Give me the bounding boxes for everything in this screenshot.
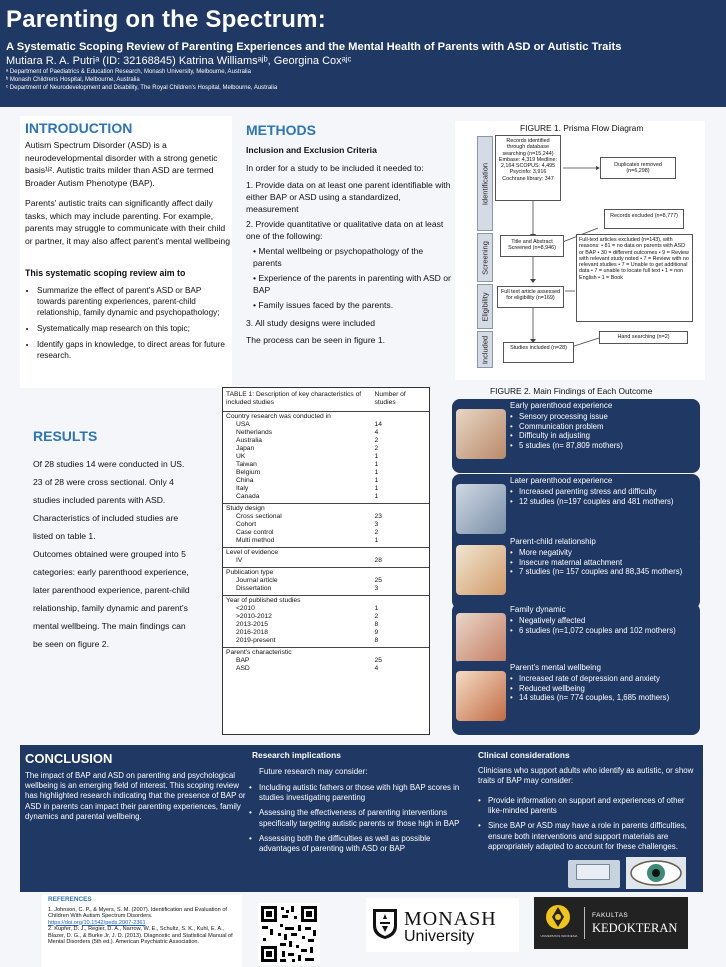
table-row [226,529,426,537]
figure1-title: FIGURE 1. Prisma Flow Diagram [520,123,644,133]
table-row [226,469,426,477]
methods-subheading: Inclusion and Exclusion Criteria [246,145,377,155]
table-cell-label: Canada [236,493,260,500]
finding-bullets [510,674,698,703]
clinical-heading: Clinical considerations [478,750,570,760]
finding-bullets [510,487,698,506]
table-cell-count: 3 [374,521,379,528]
finding-illustration [456,671,506,721]
fulltext-excluded-box: Full-text articles excluded (n=143), with reasons: • 81 = no data on parents with ASD or BAP • 30 = different outcomes • 9 = Review with relevant study noted • 7 = Review with no relevant studies • 7 = Unable to get additional data • 7 = unable to locate full text • 1 = non English • 1 = Book [576,234,693,322]
table-section-title: Level of evidence [226,549,279,556]
criterion-subitem: • Experience of the parents in parenting with ASD or BAP [253,273,451,295]
criterion-subitem: • Mental wellbeing or psychopathology of the parents [253,246,424,268]
table-cell-label: USA [236,421,250,428]
reference-1: 1. Johnson, C. P., & Myers, S. M. (2007). Identification and Evaluation of Children With Autism Spectrum Disorders. [48,906,227,919]
table-cell-count: 1 [374,453,379,460]
finding-card [452,399,700,473]
conclusion-heading: CONCLUSION [25,751,113,766]
table-section [223,595,429,647]
stage-label: Screening [480,240,490,275]
aim-label: This systematic scoping review aim to [25,268,186,278]
table-cell-label: Netherlands [236,429,273,436]
ui-name: UNIVERSITAS INDONESIA [540,934,578,938]
affiliation: ᶜ Department of Neurodevelopment and Disability, The Royal Children's Hospital, Melbourne, Australia [6,85,278,91]
research-intro: Future research may consider: [259,767,368,776]
aim-item: • Systematically map research on this topic; [37,323,230,334]
table-cell-count: 1 [374,605,379,612]
table-cell-count: 1 [374,461,379,468]
table-cell-count: 4 [374,665,379,672]
records-excluded-box: Records excluded (n=8,777) [604,209,684,229]
methods-heading: METHODS [246,122,316,138]
table-cell-label: 2016-2018 [236,629,268,636]
table-row [226,621,426,629]
clinical-list [478,796,700,857]
figure2-title: FIGURE 2. Main Findings of Each Outcome [490,386,653,396]
fk-ui-logo [534,897,688,949]
table-row [226,585,426,593]
table-cell-label: Japan [236,445,255,452]
affiliation: ᵇ Monash Childrens Hospital, Melbourne, Australia [6,77,140,83]
table-cell-count: 1 [374,537,379,544]
table-cell-label: Journal article [236,577,278,584]
clinical-item: • Provide information on support and experiences of other like-minded parents [478,796,700,816]
monash-logo [366,898,519,952]
reference-1-link[interactable]: https://doi.org/10.1542/peds.2007-2361 [48,919,146,926]
table1 [222,387,430,735]
finding-bullet: • Difficulty in adjusting [510,431,698,441]
table-cell-count: 8 [374,621,379,628]
poster-subtitle: A Systematic Scoping Review of Parenting Experiences and the Mental Health of Parents with ASD or Autistic Traits [6,41,622,53]
finding-bullet: • 14 studies (n= 774 couples, 1,685 mothers) [510,693,698,703]
finding-card [452,661,700,735]
table-row [226,537,426,545]
conclusion-text: The impact of BAP and ASD on parenting and psychological wellbeing is an emerging field of interest. This scoping review has highlighted research indicating that the presence of BAP or ASD in parents can impact their parenting experiences, family dynamics and parental wellbeing. [25,771,246,821]
process-note: The process can be seen in figure 1. [246,335,386,345]
table-section [223,647,429,675]
stage-label: Included [480,335,490,364]
table-cell-count: 1 [374,477,379,484]
research-item: • Including autistic fathers or those with high BAP scores in studies investigating parenting [249,783,471,803]
finding-bullet: • 12 studies (n=197 couples and 481 mothers) [510,497,698,507]
methods-intro: In order for a study to be included it needed to: [246,163,424,173]
finding-bullets [510,412,698,450]
table-cell-label: BAP [236,657,250,664]
table-cell-label: Cohort [236,521,257,528]
criterion-subitem: • Family issues faced by the parents. [253,300,394,310]
stage-label: Identification [480,162,490,205]
table-row [226,613,426,621]
table-row [226,605,426,613]
finding-illustration [456,613,506,663]
table-row [226,521,426,529]
table-cell-label: Cross sectional [236,513,282,520]
table-cell-label: Australia [236,437,263,444]
poster-header [0,0,726,107]
table-cell-label: China [236,477,254,484]
table-row [226,445,426,453]
table-cell-count: 2 [374,445,379,452]
finding-illustration [456,545,506,595]
criterion-3: 3. All study designs were included [246,318,375,328]
finding-title: Family dynamic [510,605,566,614]
references-heading: REFERENCES [48,896,92,903]
author-line: Mutiara R. A. Putriᵃ (ID: 32168845) Katrina Williamsᵃʲᵇ, Georgina Coxᵃʲᶜ [6,55,352,67]
table-cell-label: Multi method [236,537,275,544]
table-section [223,503,429,547]
finding-illustration [456,484,506,534]
table-row [226,437,426,445]
finding-illustration [456,409,506,459]
table-row [226,493,426,501]
laptop-photo [568,860,620,888]
table-cell-count: 25 [374,577,382,584]
eye-icon [626,857,686,889]
table-cell-label: IV [236,557,243,564]
research-item: • Assessing both the difficulties as well as possible advantages of parenting with ASD or BAP [249,834,471,854]
introduction-heading: INTRODUCTION [25,120,133,136]
table-row [226,637,426,645]
table-section-title: Study design [226,505,265,512]
table-row [226,429,426,437]
aim-item: • Summarize the effect of parent's ASD or BAP towards parenting experiences, parent-child relationship, family dynamic and psychopathology; [37,285,230,318]
finding-bullet: • 5 studies (n= 87,809 mothers) [510,441,698,451]
clinical-item: • Since BAP or ASD may have a role in parents difficulties, ensure both interventions and support materials are appropriately adapted to account for these challenges. [478,821,700,852]
table-caption: TABLE 1: Description of key characteristics of included studies [226,391,362,406]
finding-bullet: • Increased parenting stress and difficulty [510,487,698,497]
monash-crest-icon [372,908,398,940]
table-section [223,411,429,503]
fk-line1: FAKULTAS [592,912,629,919]
finding-bullet: • 6 studies (n=1,072 couples and 102 mothers) [510,626,698,636]
table-cell-label: 2013-2015 [236,621,268,628]
finding-bullets [510,548,698,577]
table-row [226,421,426,429]
studies-included-box: Studies included (n=28) [503,342,574,363]
clinical-intro: Clinicians who support adults who identify as autistic, or show traits of BAP may consider: [478,766,694,786]
table-cell-label: Italy [236,485,249,492]
table-cell-count: 28 [374,557,382,564]
table-cell-count: 2 [374,613,379,620]
table-row [226,665,426,673]
table-section [223,567,429,595]
table-cell-count: 1 [374,493,379,500]
logo-divider [584,907,585,939]
finding-bullet: • More negativity [510,548,698,558]
table-header [223,388,429,411]
finding-bullet: • 7 studies (n= 157 couples and 88,345 mothers) [510,567,698,577]
intro-paragraph-2: Parents' autistic traits can significantly affect daily tasks, which may include parenting. For example, parents may struggle to communicate with their child or partner, it may also affect parent's mental wellbeing [25,198,230,246]
table-section-title: Publication type [226,569,274,576]
table-row [226,657,426,665]
table-cell-label: Belgium [236,469,261,476]
records-identified-box: Records identified through database searching (n=15,244) Embase: 4,319 Medline: 2,164 SCOPUS: 4,495 Psycinfo: 3,916 Cochrane library: 347 [495,135,561,201]
criterion-2: 2. Provide quantitative or qualitative data on at least one of the following: [246,219,444,241]
table-row [226,485,426,493]
table-cell-label: >2010-2012 [236,613,272,620]
table-row [226,477,426,485]
hand-searching-box: Hand searching (n=2) [599,331,688,344]
table-row [226,577,426,585]
table-section [223,547,429,567]
references-panel [42,895,242,967]
results-paragraph-2: Outcomes obtained were grouped into 5 categories: early parenthood experience, later parenthood experience, parent-child relationship, family dynamic and parent's mental wellbeing. The main findings can be seen on figure 2. [33,549,190,649]
table-cell-count: 8 [374,637,379,644]
table-section-title: Country research was conducted in [226,413,331,420]
fk-line2: KEDOKTERAN [592,921,678,935]
table-cell-count: 3 [374,585,379,592]
table-row [226,513,426,521]
table-cell-label: <2010 [236,605,255,612]
finding-card [452,535,700,609]
finding-title: Early parenthood experience [510,401,613,410]
table-row [226,557,426,565]
table-cell-count: 14 [374,421,382,428]
affiliation: ᵃ Department of Paediatrics & Education Research, Monash University, Melbourne, Australia [6,69,251,75]
table-cell-label: Dissertation [236,585,272,592]
results-paragraph-1: Of 28 studies 14 were conducted in US. 23 of 28 were cross sectional. Only 4 studies included parents with ASD. Characteristics of included studies are listed on table 1. [33,459,185,541]
table-section-title: Parent's characteristic [226,649,292,656]
finding-bullet: • Reduced wellbeing [510,684,698,694]
table-section-title: Year of published studies [226,597,301,604]
finding-bullets [510,616,698,635]
monash-wordmark: MONASH [404,908,497,930]
intro-paragraph-1: Autism Spectrum Disorder (ASD) is a neurodevelopmental disorder with a strong genetic basis¹ʲ². Autistic traits milder than ASD are termed Broader Autism Phenotype (BAP). [25,140,218,188]
table-cell-label: UK [236,453,246,460]
aim-item: • Identify gaps in knowledge, to direct areas for future research. [37,339,230,361]
table-cell-count: 1 [374,469,379,476]
stage-label: Eligibility [480,291,490,322]
ui-makara-icon [545,902,571,934]
research-heading: Research implications [252,750,341,760]
results-heading: RESULTS [33,428,98,444]
reference-2: 2. Kupfer, D. J., Regier, D. A., Narrow, W. E., Schultz, S. K., Kuhl, E. A., Blazer, D. G., & Burke Jr, J. D. (2013). Diagnostic and Statistical Manual of Mental Disorders (5th ed.). American Psychiatric Association. [48,926,233,945]
table-cell-label: Case control [236,529,274,536]
table-body [223,411,429,675]
table-cell-count: 23 [374,513,382,520]
monash-wordmark-sub: University [404,928,475,945]
finding-bullet: • Negatively affected [510,616,698,626]
research-list [249,783,471,859]
conclusion-panel [20,745,703,892]
table-col2-header: Number of studies [374,391,406,406]
finding-title: Parent-child relationship [510,537,596,546]
finding-bullet: • Insecure maternal attachment [510,558,698,568]
finding-title: Later parenthood experience [510,476,613,485]
table-cell-count: 2 [374,529,379,536]
table-cell-count: 2 [374,437,379,444]
finding-bullet: • Communication problem [510,422,698,432]
finding-title: Parent's mental wellbeing [510,663,601,672]
table-cell-label: Taiwan [236,461,257,468]
eligibility-box: Full text article assessed for eligibility (n=169) [497,286,564,308]
finding-bullet: • Increased rate of depression and anxiety [510,674,698,684]
poster-title: Parenting on the Spectrum: [6,6,326,33]
table-row [226,629,426,637]
table-cell-count: 9 [374,629,379,636]
aim-list [25,285,230,366]
table-cell-label: ASD [236,665,250,672]
finding-bullet: • Sensory processing issue [510,412,698,422]
research-item: • Assessing the effectiveness of parenting interventions specifically targeting autistic parents or those high in BAP [249,808,471,828]
table-row [226,461,426,469]
table-cell-label: 2019-present [236,637,276,644]
table-cell-count: 1 [374,485,379,492]
screened-box: Title and Abstract Screened (n=8,946) [500,235,564,257]
table-row [226,453,426,461]
qr-code[interactable] [258,903,320,965]
table-cell-count: 4 [374,429,379,436]
table-cell-count: 25 [374,657,382,664]
duplicates-box: Duplicates removed (n=6,298) [600,157,676,179]
criterion-1: 1. Provide data on at least one parent identifiable with either BAP or ASD using a standardized, measurement [246,180,451,214]
